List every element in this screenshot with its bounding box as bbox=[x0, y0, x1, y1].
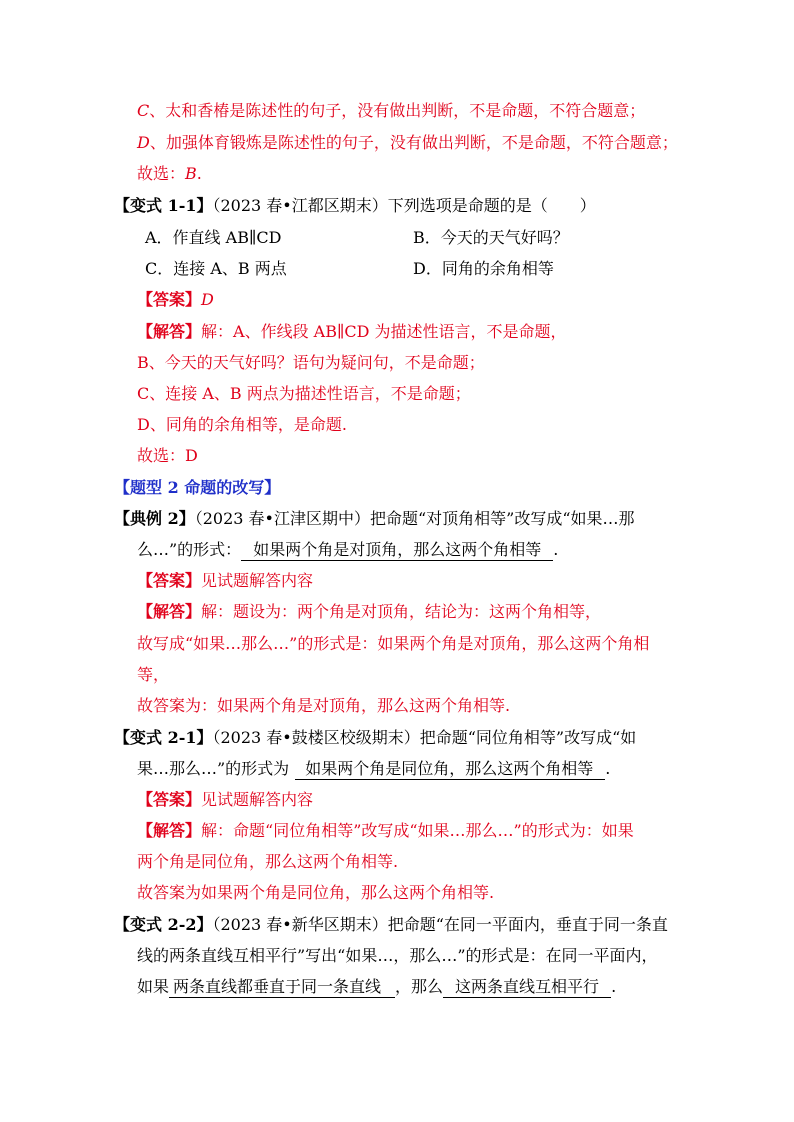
question-text: 么…”的形式： bbox=[137, 540, 242, 559]
conclusion-suffix: . bbox=[196, 164, 202, 183]
solution-text: 、加强体育锻炼是陈述性的句子，没有做出判断，不是命题，不符合题意； bbox=[149, 133, 678, 152]
solution-tag: 【解答】 bbox=[137, 821, 202, 840]
variant-tag: 【变式 2-1】 bbox=[114, 728, 213, 747]
solution-line-2: 两个角是同位角，那么这两个角相等. bbox=[137, 852, 399, 871]
solution-text: 解：A、作线段 AB∥CD 为描述性语言，不是命题， bbox=[201, 322, 567, 341]
answer-line bbox=[137, 789, 313, 811]
solution-line-1 bbox=[137, 820, 634, 842]
answer-value: 见试题解答内容 bbox=[201, 571, 314, 590]
example-tag: 【典例 2】 bbox=[114, 509, 195, 528]
conclusion: 故答案为如果两个角是同位角，那么这两个角相等. bbox=[137, 883, 495, 902]
question-text: （2023 春•鼓楼区校级期末）把命题“同位角相等”改写成“如 bbox=[212, 728, 637, 747]
option-a: A．作直线 AB∥CD bbox=[145, 228, 282, 247]
question-suffix: . bbox=[605, 759, 611, 778]
question-text: （2023 春•新华区期末）把命题“在同一平面内，垂直于同一条直 bbox=[212, 915, 668, 934]
answer-blank-2: 这两条直线互相平行 bbox=[443, 977, 611, 998]
solution-line-3: C、连接 A、B 两点为描述性语言，不是命题； bbox=[137, 384, 471, 403]
answer-blank: 如果两个角是对顶角，那么这两个角相等 bbox=[241, 540, 553, 561]
conclusion-answer: B bbox=[185, 164, 197, 183]
question-suffix: . bbox=[553, 540, 559, 559]
example-2-line-1 bbox=[114, 508, 635, 530]
answer-value: 见试题解答内容 bbox=[201, 790, 314, 809]
answer-blank: 如果两个角是同位角，那么这两个角相等 bbox=[295, 759, 605, 780]
answer-line bbox=[137, 570, 313, 592]
solution-text: 、太和香椿是陈述性的句子，没有做出判断，不是命题，不符合题意； bbox=[149, 101, 646, 120]
variant-2-1-line-1 bbox=[114, 727, 636, 749]
example-2-line-2 bbox=[137, 539, 558, 561]
solution-text: 解：命题“同位角相等”改写成“如果…那么…”的形式为：如果 bbox=[201, 821, 634, 840]
section-title: 【题型 2 命题的改写】 bbox=[114, 478, 281, 497]
option-letter: D bbox=[137, 133, 150, 152]
answer-tag: 【答案】 bbox=[137, 290, 202, 309]
solution-line-1 bbox=[137, 321, 567, 343]
answer-blank-1: 两条直线都垂直于同一条直线 bbox=[169, 977, 395, 998]
question-text: 果…那么…”的形式为 bbox=[137, 759, 290, 778]
solution-line-2: 故写成“如果…那么…”的形式是：如果两个角是对顶角，那么这两个角相 bbox=[137, 634, 650, 653]
variant-tag: 【变式 1-1】 bbox=[114, 196, 213, 215]
question-text: （2023 春•江津区期中）把命题“对顶角相等”改写成“如果…那 bbox=[194, 509, 635, 528]
question-text: （2023 春•江都区期末）下列选项是命题的是（ ） bbox=[212, 196, 596, 215]
conclusion bbox=[137, 163, 202, 185]
option-d: D．同角的余角相等 bbox=[413, 259, 554, 278]
solution-line-d bbox=[137, 132, 678, 154]
solution-line-1 bbox=[137, 601, 601, 623]
question-suffix: . bbox=[611, 977, 617, 996]
variant-tag: 【变式 2-2】 bbox=[114, 915, 213, 934]
solution-line-4: D、同角的余角相等，是命题. bbox=[137, 415, 347, 434]
question-text: ，那么 bbox=[395, 977, 444, 996]
solution-line-c bbox=[137, 100, 645, 122]
option-c: C．连接 A、B 两点 bbox=[145, 259, 287, 278]
option-b: B．今天的天气好吗？ bbox=[413, 228, 569, 247]
variant-2-2-line-1 bbox=[114, 914, 668, 936]
solution-tag: 【解答】 bbox=[137, 322, 202, 341]
variant-2-2-line-3 bbox=[137, 976, 616, 998]
option-letter: C bbox=[137, 101, 150, 120]
answer-tag: 【答案】 bbox=[137, 790, 202, 809]
question-text: 如果 bbox=[137, 977, 170, 996]
answer-tag: 【答案】 bbox=[137, 571, 202, 590]
conclusion: 故选：D bbox=[137, 446, 198, 465]
variant-1-1-question bbox=[114, 195, 596, 217]
conclusion: 故答案为：如果两个角是对顶角，那么这两个角相等. bbox=[137, 696, 511, 715]
answer-line bbox=[137, 289, 214, 311]
solution-text: 解：题设为：两个角是对顶角，结论为：这两个角相等， bbox=[201, 602, 602, 621]
solution-tag: 【解答】 bbox=[137, 602, 202, 621]
answer-value: D bbox=[201, 290, 214, 309]
conclusion-prefix: 故选： bbox=[137, 164, 186, 183]
solution-line-2: B、今天的天气好吗？语句为疑问句，不是命题； bbox=[137, 353, 485, 372]
variant-2-2-line-2: 线的两条直线互相平行”写出“如果…，那么…”的形式是：在同一平面内， bbox=[137, 946, 658, 965]
solution-line-3: 等， bbox=[137, 665, 170, 684]
variant-2-1-line-2 bbox=[137, 758, 610, 780]
